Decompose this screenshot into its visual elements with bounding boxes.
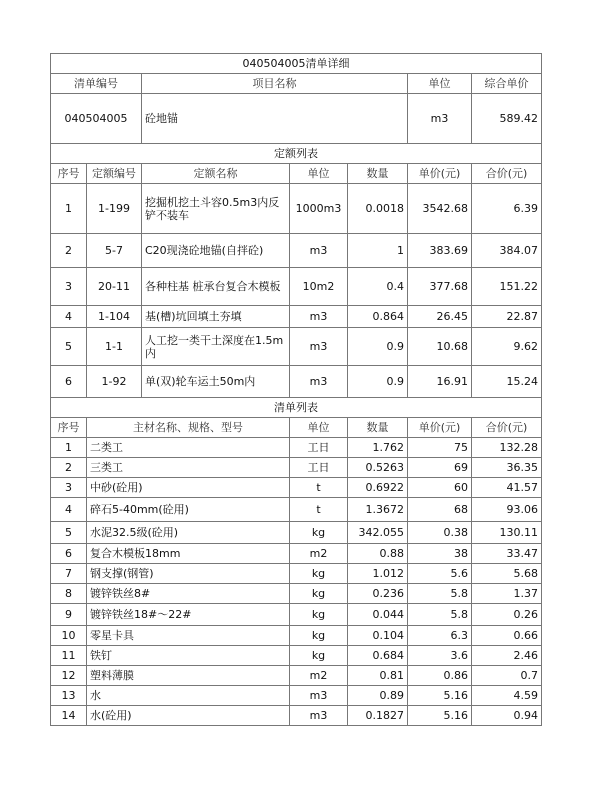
material-name: 中砂(砼用) <box>87 478 290 498</box>
quota-price: 26.45 <box>408 306 472 328</box>
quota-unit: 1000m3 <box>290 184 348 234</box>
material-total: 41.57 <box>472 478 542 498</box>
material-unit: kg <box>290 646 348 666</box>
quota-row <box>51 268 542 306</box>
quota-total: 22.87 <box>472 306 542 328</box>
quota-total: 15.24 <box>472 366 542 398</box>
bill-detail-table <box>50 53 542 726</box>
quota-price: 16.91 <box>408 366 472 398</box>
material-no: 7 <box>51 564 87 584</box>
material-price: 5.8 <box>408 584 472 604</box>
material-total: 130.11 <box>472 522 542 544</box>
quota-section-title: 定额列表 <box>51 144 542 164</box>
quota-header-no: 序号 <box>51 164 87 184</box>
quota-qty: 0.9 <box>348 328 408 366</box>
material-row <box>51 646 542 666</box>
item-price: 589.42 <box>472 94 542 144</box>
material-price: 0.86 <box>408 666 472 686</box>
material-name: 钢支撑(钢管) <box>87 564 290 584</box>
material-name: 三类工 <box>87 458 290 478</box>
material-unit: t <box>290 478 348 498</box>
material-no: 8 <box>51 584 87 604</box>
material-row <box>51 438 542 458</box>
material-row <box>51 498 542 522</box>
material-header-unit: 单位 <box>290 418 348 438</box>
material-price: 75 <box>408 438 472 458</box>
quota-name: 挖掘机挖土斗容0.5m3内反铲不装车 <box>142 184 290 234</box>
quota-qty: 1 <box>348 234 408 268</box>
material-qty: 342.055 <box>348 522 408 544</box>
material-price: 5.8 <box>408 604 472 626</box>
item-code: 040504005 <box>51 94 142 144</box>
quota-header-qty: 数量 <box>348 164 408 184</box>
quota-name: C20现浇砼地锚(自拌砼) <box>142 234 290 268</box>
material-unit: m3 <box>290 706 348 726</box>
material-total: 0.7 <box>472 666 542 686</box>
material-row <box>51 478 542 498</box>
material-no: 12 <box>51 666 87 686</box>
quota-total: 384.07 <box>472 234 542 268</box>
material-total: 132.28 <box>472 438 542 458</box>
material-price: 5.6 <box>408 564 472 584</box>
material-name: 镀锌铁丝8# <box>87 584 290 604</box>
quota-no: 6 <box>51 366 87 398</box>
quota-row <box>51 184 542 234</box>
material-qty: 0.5263 <box>348 458 408 478</box>
material-no: 3 <box>51 478 87 498</box>
material-qty: 0.1827 <box>348 706 408 726</box>
quota-code: 1-92 <box>87 366 142 398</box>
material-unit: kg <box>290 584 348 604</box>
material-qty: 0.81 <box>348 666 408 686</box>
quota-unit: m3 <box>290 306 348 328</box>
material-unit: m3 <box>290 686 348 706</box>
quota-header-unit: 单位 <box>290 164 348 184</box>
material-name: 零星卡具 <box>87 626 290 646</box>
quota-unit: m3 <box>290 234 348 268</box>
material-row <box>51 544 542 564</box>
material-row <box>51 564 542 584</box>
material-price: 6.3 <box>408 626 472 646</box>
quota-no: 2 <box>51 234 87 268</box>
material-total: 4.59 <box>472 686 542 706</box>
material-price: 68 <box>408 498 472 522</box>
material-qty: 0.89 <box>348 686 408 706</box>
quota-name: 人工挖一类干土深度在1.5m内 <box>142 328 290 366</box>
quota-total: 151.22 <box>472 268 542 306</box>
quota-name: 各种柱基 桩承台复合木模板 <box>142 268 290 306</box>
quota-unit: m3 <box>290 328 348 366</box>
material-unit: t <box>290 498 348 522</box>
material-name: 碎石5-40mm(砼用) <box>87 498 290 522</box>
quota-row <box>51 366 542 398</box>
material-unit: 工日 <box>290 438 348 458</box>
material-no: 1 <box>51 438 87 458</box>
header-code: 清单编号 <box>51 74 142 94</box>
material-header-no: 序号 <box>51 418 87 438</box>
material-section-title: 清单列表 <box>51 398 542 418</box>
quota-unit: m3 <box>290 366 348 398</box>
quota-price: 377.68 <box>408 268 472 306</box>
quota-no: 1 <box>51 184 87 234</box>
material-row <box>51 584 542 604</box>
material-name: 二类工 <box>87 438 290 458</box>
material-name: 塑料薄膜 <box>87 666 290 686</box>
material-no: 13 <box>51 686 87 706</box>
material-qty: 0.104 <box>348 626 408 646</box>
material-no: 10 <box>51 626 87 646</box>
material-header-price: 单价(元) <box>408 418 472 438</box>
material-qty: 1.762 <box>348 438 408 458</box>
material-name: 镀锌铁丝18#～22# <box>87 604 290 626</box>
material-qty: 1.012 <box>348 564 408 584</box>
quota-qty: 0.864 <box>348 306 408 328</box>
quota-code: 5-7 <box>87 234 142 268</box>
material-price: 69 <box>408 458 472 478</box>
header-name: 项目名称 <box>142 74 408 94</box>
material-row <box>51 522 542 544</box>
material-no: 14 <box>51 706 87 726</box>
material-total: 0.26 <box>472 604 542 626</box>
quota-code: 1-1 <box>87 328 142 366</box>
material-total: 36.35 <box>472 458 542 478</box>
material-total: 0.94 <box>472 706 542 726</box>
quota-price: 3542.68 <box>408 184 472 234</box>
material-no: 4 <box>51 498 87 522</box>
quota-header-price: 单价(元) <box>408 164 472 184</box>
material-unit: kg <box>290 626 348 646</box>
material-no: 2 <box>51 458 87 478</box>
material-qty: 0.236 <box>348 584 408 604</box>
quota-total: 9.62 <box>472 328 542 366</box>
material-qty: 0.88 <box>348 544 408 564</box>
quota-name: 基(槽)坑回填土夯填 <box>142 306 290 328</box>
material-price: 5.16 <box>408 686 472 706</box>
material-total: 2.46 <box>472 646 542 666</box>
material-qty: 0.684 <box>348 646 408 666</box>
material-row <box>51 604 542 626</box>
material-header-total: 合价(元) <box>472 418 542 438</box>
material-name: 水泥32.5级(砼用) <box>87 522 290 544</box>
material-no: 5 <box>51 522 87 544</box>
quota-code: 1-199 <box>87 184 142 234</box>
material-total: 1.37 <box>472 584 542 604</box>
quota-qty: 0.0018 <box>348 184 408 234</box>
quota-row <box>51 234 542 268</box>
header-unit: 单位 <box>408 74 472 94</box>
quota-unit: 10m2 <box>290 268 348 306</box>
material-price: 38 <box>408 544 472 564</box>
quota-total: 6.39 <box>472 184 542 234</box>
quota-no: 4 <box>51 306 87 328</box>
quota-qty: 0.4 <box>348 268 408 306</box>
material-unit: m2 <box>290 544 348 564</box>
material-total: 0.66 <box>472 626 542 646</box>
material-qty: 0.6922 <box>348 478 408 498</box>
quota-header-name: 定额名称 <box>142 164 290 184</box>
material-row <box>51 666 542 686</box>
quota-price: 10.68 <box>408 328 472 366</box>
material-row <box>51 686 542 706</box>
quota-no: 3 <box>51 268 87 306</box>
material-name: 水 <box>87 686 290 706</box>
quota-no: 5 <box>51 328 87 366</box>
material-price: 5.16 <box>408 706 472 726</box>
item-unit: m3 <box>408 94 472 144</box>
quota-code: 20-11 <box>87 268 142 306</box>
quota-price: 383.69 <box>408 234 472 268</box>
quota-name: 单(双)轮车运土50m内 <box>142 366 290 398</box>
material-price: 60 <box>408 478 472 498</box>
material-name: 水(砼用) <box>87 706 290 726</box>
quota-row <box>51 306 542 328</box>
quota-qty: 0.9 <box>348 366 408 398</box>
material-unit: kg <box>290 564 348 584</box>
material-price: 0.38 <box>408 522 472 544</box>
material-qty: 1.3672 <box>348 498 408 522</box>
material-row <box>51 706 542 726</box>
material-total: 33.47 <box>472 544 542 564</box>
material-header-name: 主材名称、规格、型号 <box>87 418 290 438</box>
material-unit: kg <box>290 604 348 626</box>
item-name: 砼地锚 <box>142 94 408 144</box>
material-price: 3.6 <box>408 646 472 666</box>
material-unit: 工日 <box>290 458 348 478</box>
table-title: 040504005清单详细 <box>51 54 542 74</box>
material-total: 5.68 <box>472 564 542 584</box>
material-no: 9 <box>51 604 87 626</box>
quota-header-total: 合价(元) <box>472 164 542 184</box>
header-price: 综合单价 <box>472 74 542 94</box>
material-total: 93.06 <box>472 498 542 522</box>
material-row <box>51 458 542 478</box>
quota-row <box>51 328 542 366</box>
material-no: 11 <box>51 646 87 666</box>
material-no: 6 <box>51 544 87 564</box>
quota-code: 1-104 <box>87 306 142 328</box>
material-name: 铁钉 <box>87 646 290 666</box>
material-unit: m2 <box>290 666 348 686</box>
material-unit: kg <box>290 522 348 544</box>
quota-header-code: 定额编号 <box>87 164 142 184</box>
material-qty: 0.044 <box>348 604 408 626</box>
material-row <box>51 626 542 646</box>
material-header-qty: 数量 <box>348 418 408 438</box>
material-name: 复合木模板18mm <box>87 544 290 564</box>
